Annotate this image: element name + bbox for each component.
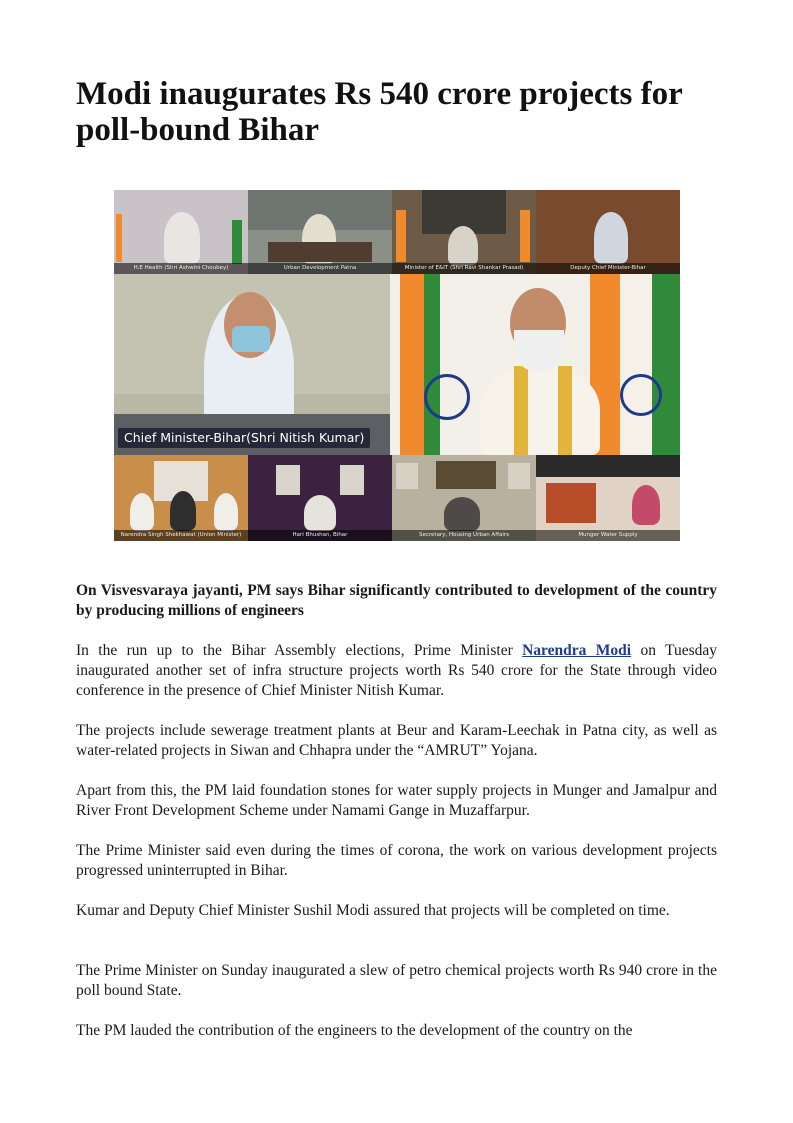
photo-tile-top-3 [392, 190, 536, 274]
paragraph: The Prime Minister on Sunday inaugurated a slew of petro chemical projects worth Rs 940 crore in the poll bound State. [76, 962, 717, 999]
paragraph-text: on Tuesday inaugurated another set of infra structure projects worth Rs 540 crore for the State through video conference in the presence of Chief Minister Nitish Kumar. [76, 642, 717, 699]
photo-tile-top-1 [114, 190, 248, 274]
photo-caption: H.E Health (Shri Ashwini Choubey) [114, 263, 248, 274]
paragraph: Apart from this, the PM laid foundation stones for water supply projects in Munger and Jamalpur and River Front Development Scheme under Namami Gange in Muzaffarpur. [76, 782, 717, 819]
photo-caption: Secretary, Housing Urban Affairs [392, 530, 536, 541]
headline: Modi inaugurates Rs 540 crore projects for poll-bound Bihar [76, 76, 683, 148]
photo-main-caption: Chief Minister-Bihar(Shri Nitish Kumar) [118, 428, 370, 448]
photo-caption: Minister of E&IT (Shri Ravi Shankar Prasad) [392, 263, 536, 274]
paragraph: The projects include sewerage treatment plants at Beur and Karam-Leechak in Patna city, as well as water-related projects in Siwan and Chhapra under the “AMRUT” Yojana. [76, 722, 717, 759]
paragraph-text: In the run up to the Bihar Assembly elections, Prime Minister [76, 642, 523, 659]
subheadline: On Visvesvaraya jayanti, PM says Bihar significantly contributed to development of the country by producing millions of engineers [76, 582, 717, 619]
photo-tile-bottom-3 [392, 455, 536, 541]
photo-tile-bottom-2 [248, 455, 392, 541]
photo-caption: Narendra Singh Shekhawat (Union Minister) [114, 530, 248, 541]
photo-tile-top-4 [536, 190, 680, 274]
photo-tile-bottom-1 [114, 455, 248, 541]
photo-main-right [390, 274, 680, 455]
narendra-modi-link[interactable]: Narendra Modi [522, 642, 632, 659]
photo-tile-bottom-4 [536, 455, 680, 541]
paragraph: The Prime Minister said even during the times of corona, the work on various development projects progressed uninterrupted in Bihar. [76, 842, 717, 879]
photo-main-left [114, 274, 390, 455]
photo-tile-top-2 [248, 190, 392, 274]
paragraph: Kumar and Deputy Chief Minister Sushil Modi assured that projects will be completed on time. [76, 902, 670, 919]
photo-caption: Hari Bhushan, Bihar [248, 530, 392, 541]
video-conference-photo [114, 190, 680, 541]
photo-caption: Deputy Chief Minister-Bihar [536, 263, 680, 274]
paragraph: The PM lauded the contribution of the engineers to the development of the country on the [76, 1022, 633, 1039]
photo-caption: Urban Development Patna [248, 263, 392, 274]
paragraph [76, 641, 717, 701]
photo-caption: Munger Water Supply [536, 530, 680, 541]
